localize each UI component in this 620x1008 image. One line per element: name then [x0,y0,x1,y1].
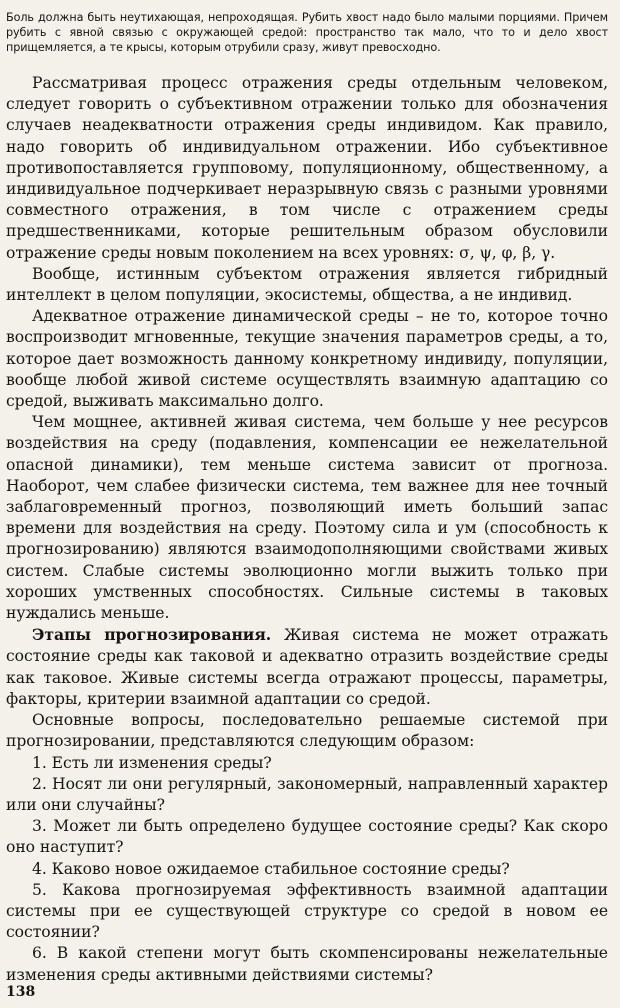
paragraph-3: Адекватное отражение динамической среды – не то, которое точно воспроизводит мгновенные, текущие значения параметров среды, а то, которое дает возможность данному конкретному индивиду, популяции, вообще любой живой системе осуществлять взаимную адаптацию со средой, выживать максимально долго. [6,307,608,411]
question-2: 2. Носят ли они регулярный, закономерный, направленный характер или они случайны? [6,774,608,814]
paragraph-4: Чем мощнее, активней живая система, чем больше у нее ресурсов воздействия на среду (подавления, компенсации ее нежелательной опасной динамики), тем меньше система зависит от прогноза. Наоборот, чем слабее физически система, тем важнее для нее точный заблаговременный прогноз, позволяющий иметь больший запас времени для воздействия на среду. Поэтому сила и ум (способность к прогнозированию) являются взаимодополняющими свойствами живых систем. Слабые системы эволюционно могли выжить только при хороших умственных способностях. Сильные системы в таковых нуждались меньше. [6,413,608,623]
paragraph-2: Вообще, истинным субъектом отражения является гибридный интеллект в целом популяции, экосистемы, общества, а не индивид. [6,264,608,305]
question-3: 3. Может ли быть определено будущее состояние среды? Как скоро оно наступит? [6,817,608,857]
main-text [6,73,608,986]
paragraph-1: Рассматривая процесс отражения среды отдельным человеком, следует говорить о субъективном отражении только для обозначения случаев неадекватности отражения среды индивидом. Как правило, надо говорить об индивидуальном отражении. Ибо субъективное противопоставляется групповому, популяционному, общественному, а индивидуальное подчеркивает неразрывную связь с разными уровнями совместного отражения, в том числе с отражением среды предшественниками, которые решительным образом обусловили отражение среды новым поколением на всех уровнях: σ, ψ, φ, β, γ. [6,74,608,262]
section-paragraph [6,624,608,710]
questions-intro: Основные вопросы, последовательно решаемые системой при прогнозировании, представляются следующим образом: [6,711,608,751]
question-6: 6. В какой степени могут быть скомпенсированы нежелательные изменения среды активными действиями системы? [6,944,608,984]
question-4: 4. Каково новое ожидаемое стабильное состояние среды? [32,859,510,878]
section-text: Живая система не может отражать состояние среды как таковой и адекватно отразить воздействие среды как таковое. Живые системы всегда отражают процессы, параметры, факторы, критерии взаимной адаптации со средой. [6,626,609,708]
section-heading: Этапы прогнозирования. [32,625,272,645]
question-5: 5. Какова прогнозируемая эффективность взаимной адаптации системы при ее существующей структуре со средой в новом ее состоянии? [6,880,608,942]
question-1: 1. Есть ли изменения среды? [32,753,272,772]
page-number: 138 [6,984,36,1000]
epigraph: Боль должна быть неутихающая, непроходящая. Рубить хвост надо было малыми порциями. Причем рубить с явной связью с окружающей средой: пространство так мало, что то и дело хвост прищемляется, а те крысы, которым отрубили сразу, живут превосходно. [6,11,608,54]
